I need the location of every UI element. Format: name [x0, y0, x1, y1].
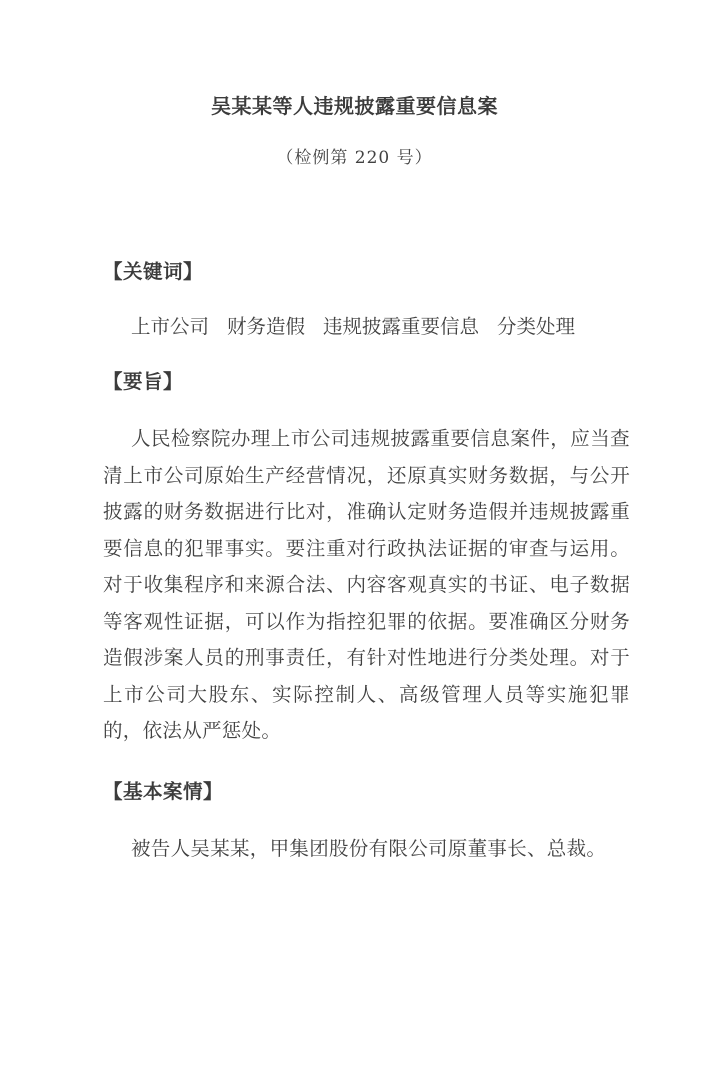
- keyword-item: 分类处理: [497, 316, 576, 338]
- case-number: （检例第 220 号）: [276, 148, 433, 168]
- section-heading-keywords: 【关键词】: [103, 261, 204, 283]
- summary-paragraph: 人民检察院办理上市公司违规披露重要信息案件，应当查清上市公司原始生产经营情况，还原真实财务数据，与公开披露的财务数据进行比对，准确认定财务造假并违规披露重要信息的犯罪事实。要注重对行政执法证据的审查与运用。对于收集程序和来源合法、内容客观真实的书证、电子数据等客观性证据，可以作为指控犯罪的依据。要准确区分财务造假涉案人员的刑事责任，有针对性地进行分类处理。对于上市公司大股东、实际控制人、高级管理人员等实施犯罪的，依法从严惩处。: [103, 428, 630, 742]
- keyword-item: 违规披露重要信息: [323, 316, 480, 338]
- document-title: 吴某某等人违规披露重要信息案: [211, 96, 498, 118]
- basic-facts-paragraph: 被告人吴某某，甲集团股份有限公司原董事长、总裁。: [131, 837, 607, 860]
- section-heading-summary: 【要旨】: [103, 371, 184, 393]
- section-heading-basic-facts: 【基本案情】: [103, 780, 224, 803]
- document-page: [0, 89, 707, 1088]
- keyword-item: 财务造假: [227, 316, 306, 338]
- keyword-item: 上市公司: [131, 316, 210, 338]
- document-content: [103, 89, 630, 867]
- keywords-row: [103, 309, 630, 346]
